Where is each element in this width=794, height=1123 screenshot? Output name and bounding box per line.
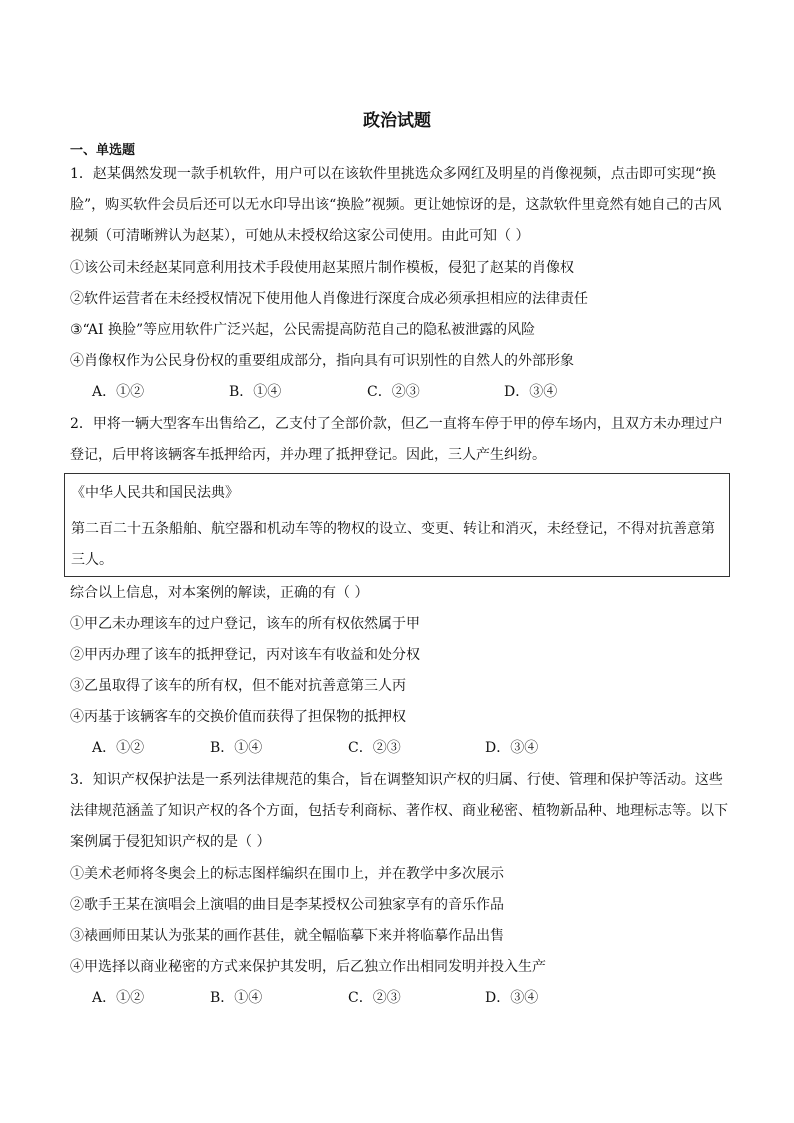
law-text: 第二百二十五条船舶、航空器和机动车等的物权的设立、变更、转让和消灭，未经登记，不得对抗善意第三人。 xyxy=(71,521,715,568)
choice-c[interactable]: C．②③ xyxy=(348,990,401,1006)
section-heading: 一、单选题 xyxy=(70,143,136,158)
question-1-statement: ①该公司未经赵某同意利用技术手段使用赵某照片制作模板，侵犯了赵某的肖像权 xyxy=(70,260,574,276)
question-3-statement: ④甲选择以商业秘密的方式来保护其发明，后乙独立作出相同发明并投入生产 xyxy=(70,959,546,975)
question-2-statement: ①甲乙未办理该车的过户登记，该车的所有权依然属于甲 xyxy=(70,616,420,632)
choice-d[interactable]: D．③④ xyxy=(504,384,558,400)
choice-a[interactable]: A．①② xyxy=(92,740,145,756)
choice-c[interactable]: C．②③ xyxy=(367,384,420,400)
choice-d[interactable]: D．③④ xyxy=(485,740,539,756)
choice-b[interactable]: B．①④ xyxy=(229,384,282,400)
question-1-statement: ④肖像权作为公民身份权的重要组成部分，指向具有可识别性的自然人的外部形象 xyxy=(70,353,574,369)
question-3-statement: ①美术老师将冬奥会上的标志图样编织在围巾上，并在教学中多次展示 xyxy=(70,866,504,882)
choice-b[interactable]: B．①④ xyxy=(210,740,263,756)
choice-d[interactable]: D．③④ xyxy=(485,990,539,1006)
question-1-statement: ③“AI 换脸”等应用软件广泛兴起，公民需提高防范自己的隐私被泄露的风险 xyxy=(70,322,536,338)
question-2-statement: ④丙基于该辆客车的交换价值而获得了担保物的抵押权 xyxy=(70,709,406,725)
question-3-stem: 3．知识产权保护法是一系列法律规范的集合，旨在调整知识产权的归属、行使、管理和保护等活动。这些法律规范涵盖了知识产权的各个方面，包括专利商标、著作权、商业秘密、植物新品种、地理标志等。以下案例属于侵犯知识产权的是（ ） xyxy=(70,772,728,850)
choice-c[interactable]: C．②③ xyxy=(348,740,401,756)
question-2-stem: 2．甲将一辆大型客车出售给乙，乙支付了全部价款，但乙一直将车停于甲的停车场内，且双方未办理过户登记，后甲将该辆客车抵押给丙，并办理了抵押登记。因此，三人产生纠纷。 xyxy=(70,416,723,463)
choice-a[interactable]: A．①② xyxy=(92,990,145,1006)
choice-a[interactable]: A．①② xyxy=(92,384,145,400)
page-title: 政治试题 xyxy=(363,111,431,131)
question-3-statement: ②歌手王某在演唱会上演唱的曲目是李某授权公司独家享有的音乐作品 xyxy=(70,897,504,913)
question-3-statement: ③裱画师田某认为张某的画作甚佳，就全幅临摹下来并将临摹作品出售 xyxy=(70,928,504,944)
question-2-prompt: 综合以上信息，对本案例的解读，正确的有（ ） xyxy=(70,585,369,601)
law-excerpt-box xyxy=(64,473,730,577)
question-2-statement: ②甲丙办理了该车的抵押登记，丙对该车有收益和处分权 xyxy=(70,647,420,663)
law-title: 《中华人民共和国民法典》 xyxy=(71,485,239,501)
choice-b[interactable]: B．①④ xyxy=(210,990,263,1006)
question-2-statement: ③乙虽取得了该车的所有权，但不能对抗善意第三人丙 xyxy=(70,678,406,694)
question-1-stem: 1．赵某偶然发现一款手机软件，用户可以在该软件里挑选众多网红及明星的肖像视频，点击即可实现“换脸”，购买软件会员后还可以无水印导出该“换脸”视频。更让她惊讶的是，这款软件里竟然有她自己的古风视频（可清晰辨认为赵某），可她从未授权给这家公司使用。由此可知（ ） xyxy=(70,166,722,244)
question-1-statement: ②软件运营者在未经授权情况下使用他人肖像进行深度合成必须承担相应的法律责任 xyxy=(70,291,588,307)
